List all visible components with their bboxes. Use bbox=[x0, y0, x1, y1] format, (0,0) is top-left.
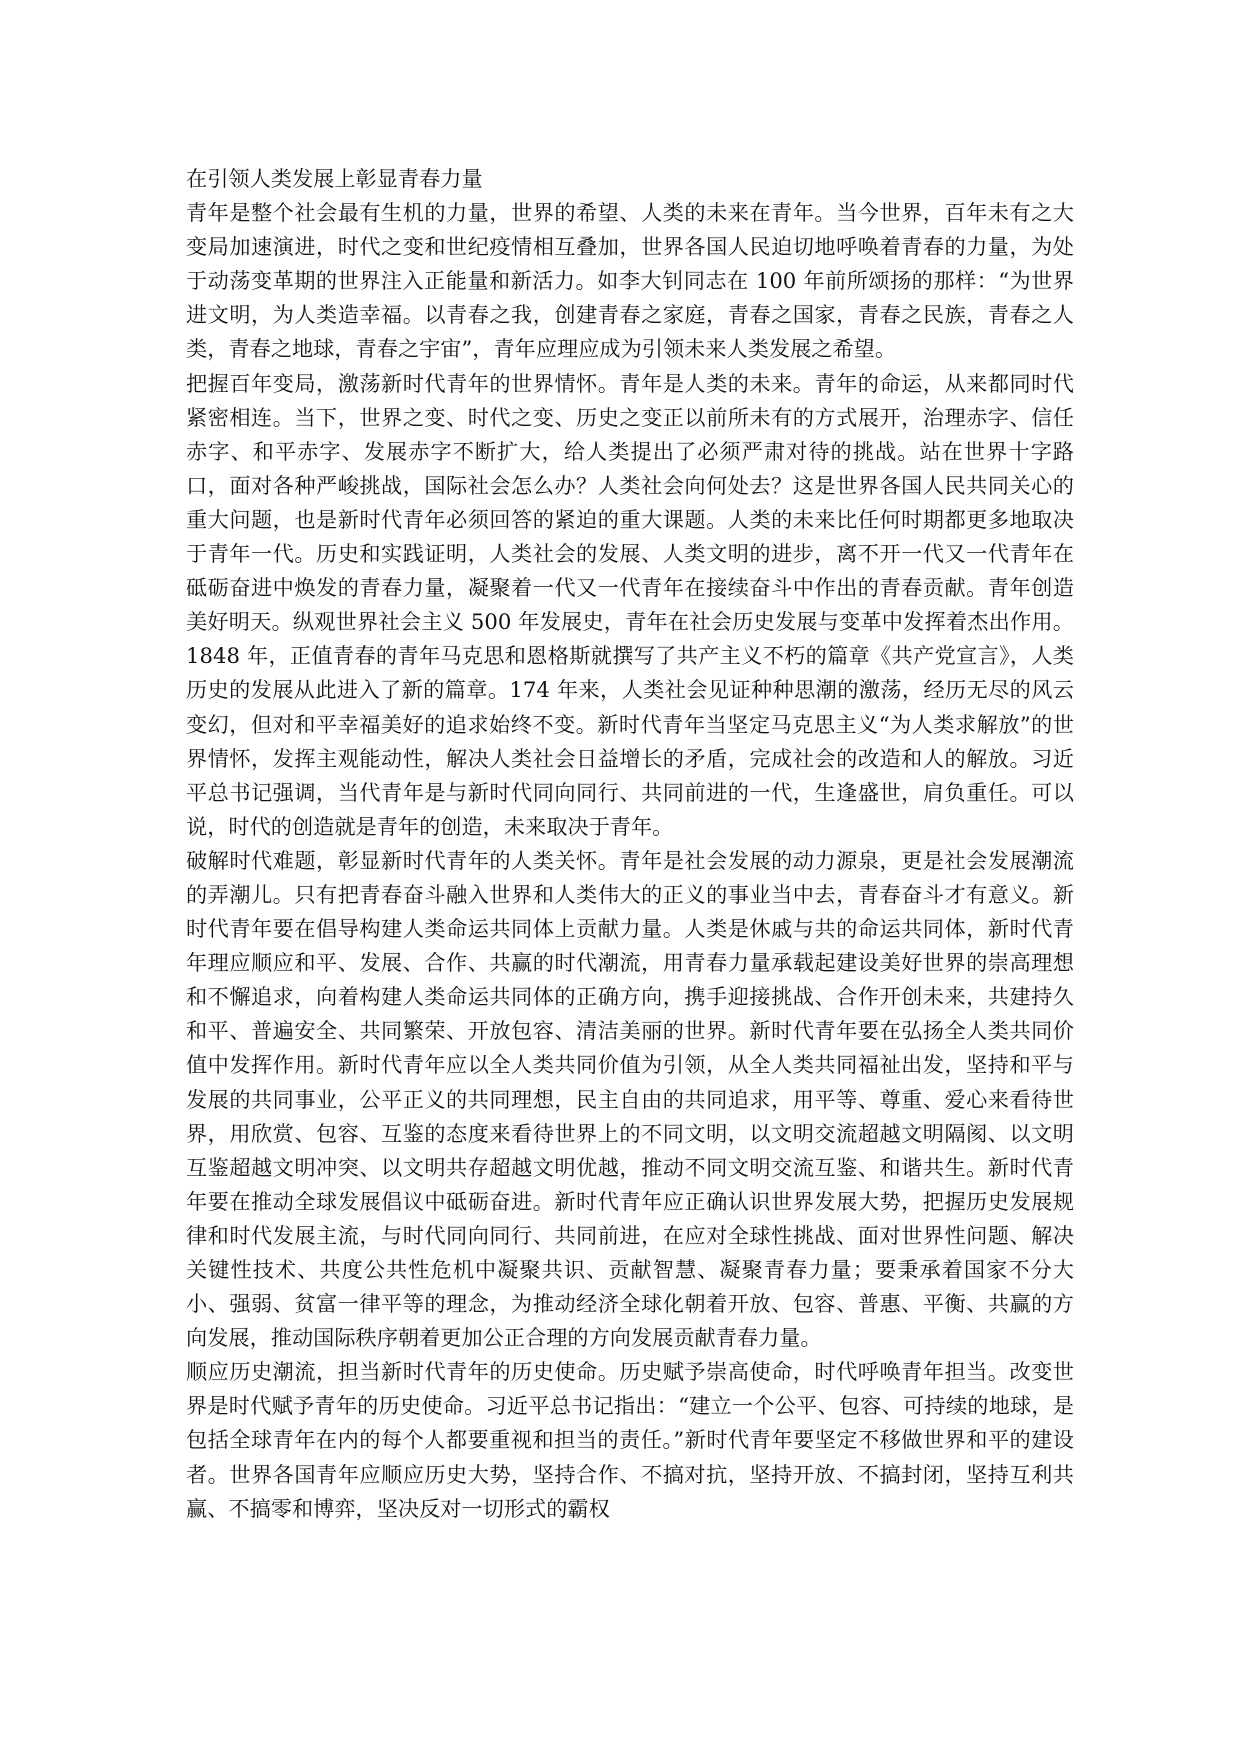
paragraph-historical-mission: 顺应历史潮流，担当新时代青年的历史使命。历史赋予崇高使命，时代呼唤青年担当。改变世界是时代赋予青年的历史使命。习近平总书记指出：“建立一个公平、包容、可持续的地球，是包括全球青年在内的每个人都要重视和担当的责任。”新时代青年要坚定不移做世界和平的建设者。世界各国青年应顺应历史大势，坚持合作、不搞对抗，坚持开放、不搞封闭，坚持互利共赢、不搞零和博弈，坚决反对一切形式的霸权 bbox=[186, 1359, 1074, 1521]
document-page bbox=[186, 162, 1074, 1526]
paragraph-human-care: 破解时代难题，彰显新时代青年的人类关怀。青年是社会发展的动力源泉，更是社会发展潮流的弄潮儿。只有把青春奋斗融入世界和人类伟大的正义的事业当中去，青春奋斗才有意义。新时代青年要在倡导构建人类命运共同体上贡献力量。人类是休戚与共的命运共同体，新时代青年理应顺应和平、发展、合作、共赢的时代潮流，用青春力量承载起建设美好世界的崇高理想和不懈追求，向着构建人类命运共同体的正确方向，携手迎接挑战、合作开创未来，共建持久和平、普遍安全、共同繁荣、开放包容、清洁美丽的世界。新时代青年要在弘扬全人类共同价值中发挥作用。新时代青年应以全人类共同价值为引领，从全人类共同福祉出发，坚持和平与发展的共同事业，公平正义的共同理想，民主自由的共同追求，用平等、尊重、爱心来看待世界，用欣赏、包容、互鉴的态度来看待世界上的不同文明，以文明交流超越文明隔阂、以文明互鉴超越文明冲突、以文明共存超越文明优越，推动不同文明交流互鉴、和谐共生。新时代青年要在推动全球发展倡议中砥砺奋进。新时代青年应正确认识世界发展大势，把握历史发展规律和时代发展主流，与时代同向同行、共同前进，在应对全球性挑战、面对世界性问题、解决关键性技术、共度公共性危机中凝聚共识、贡献智慧、凝聚青春力量；要秉承着国家不分大小、强弱、贫富一律平等的理念，为推动经济全球化朝着开放、包容、普惠、平衡、共赢的方向发展，推动国际秩序朝着更加公正合理的方向发展贡献青春力量。 bbox=[186, 847, 1074, 1351]
paragraph-intro: 青年是整个社会最有生机的力量，世界的希望、人类的未来在青年。当今世界，百年未有之大变局加速演进，时代之变和世纪疫情相互叠加，世界各国人民迫切地呼唤着青春的力量，为处于动荡变革期的世界注入正能量和新活力。如李大钊同志在 100 年前所颂扬的那样：“为世界进文明，为人类造幸福。以青春之我，创建青春之家庭，青春之国家，青春之民族，青春之人类，青春之地球，青春之宇宙”，青年应理应成为引领未来人类发展之希望。 bbox=[186, 200, 1074, 362]
document-title: 在引领人类发展上彰显青春力量 bbox=[186, 166, 483, 191]
paragraph-world-vision: 把握百年变局，激荡新时代青年的世界情怀。青年是人类的未来。青年的命运，从来都同时代紧密相连。当下，世界之变、时代之变、历史之变正以前所未有的方式展开，治理赤字、信任赤字、和平赤字、发展赤字不断扩大，给人类提出了必须严肃对待的挑战。站在世界十字路口，面对各种严峻挑战，国际社会怎么办？人类社会向何处去？这是世界各国人民共同关心的重大问题，也是新时代青年必须回答的紧迫的重大课题。人类的未来比任何时期都更多地取决于青年一代。历史和实践证明，人类社会的发展、人类文明的进步，离不开一代又一代青年在砥砺奋进中焕发的青春力量，凝聚着一代又一代青年在接续奋斗中作出的青春贡献。青年创造美好明天。纵观世界社会主义 500 年发展史，青年在社会历史发展与变革中发挥着杰出作用。1848 年，正值青春的青年马克思和恩格斯就撰写了共产主义不朽的篇章《共产党宣言》，人类历史的发展从此进入了新的篇章。174 年来，人类社会见证种种思潮的激荡，经历无尽的风云变幻，但对和平幸福美好的追求始终不变。新时代青年当坚定马克思主义“为人类求解放”的世界情怀，发挥主观能动性，解决人类社会日益增长的矛盾，完成社会的改造和人的解放。习近平总书记强调，当代青年是与新时代同向同行、共同前进的一代，生逢盛世，肩负重任。可以说，时代的创造就是青年的创造，未来取决于青年。 bbox=[186, 370, 1074, 839]
